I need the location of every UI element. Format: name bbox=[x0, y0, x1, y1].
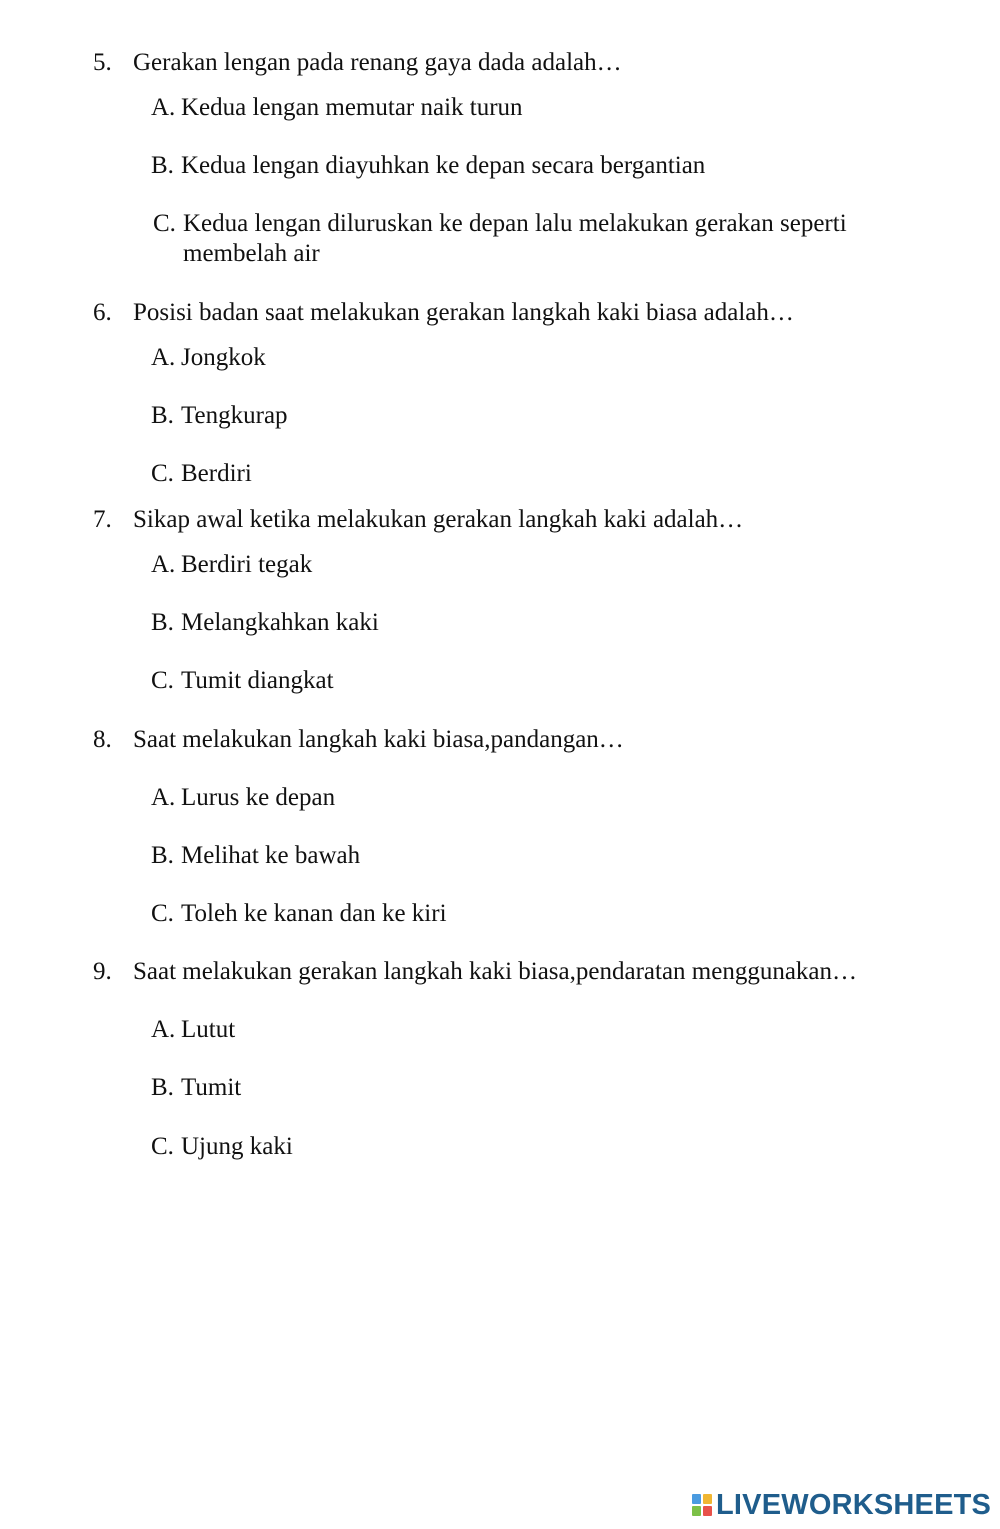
option-text: Berdiri bbox=[181, 460, 252, 487]
option-text: Lurus ke depan bbox=[181, 784, 336, 811]
option-text: Toleh ke kanan dan ke kiri bbox=[181, 900, 447, 927]
question-text: Posisi badan saat melakukan gerakan langkah kaki biasa adalah… bbox=[133, 299, 794, 326]
liveworksheets-logo[interactable] bbox=[692, 1488, 991, 1522]
option-letter: A. bbox=[151, 784, 176, 811]
option-text: Tengkurap bbox=[181, 402, 288, 429]
option-text-continuation: membelah air bbox=[183, 240, 320, 267]
logo-tile-icon bbox=[692, 1506, 701, 1516]
question-text: Saat melakukan langkah kaki biasa,pandangan… bbox=[133, 726, 624, 753]
logo-text: LIVEWORKSHEETS bbox=[716, 1489, 992, 1521]
question-number: 9. bbox=[93, 958, 112, 985]
option-letter: A. bbox=[151, 94, 176, 121]
option-text: Kedua lengan diluruskan ke depan lalu melakukan gerakan seperti bbox=[183, 210, 847, 237]
option-text: Kedua lengan diayuhkan ke depan secara bergantian bbox=[181, 152, 706, 179]
option-letter: A. bbox=[151, 551, 176, 578]
option-text: Melihat ke bawah bbox=[181, 842, 361, 869]
logo-tile-icon bbox=[703, 1494, 712, 1504]
option-letter: C. bbox=[151, 1133, 174, 1160]
option-letter: B. bbox=[151, 842, 174, 869]
option-text: Lutut bbox=[181, 1016, 236, 1043]
option-letter: C. bbox=[151, 667, 174, 694]
option-letter: B. bbox=[151, 1074, 174, 1101]
question-number: 8. bbox=[93, 726, 112, 753]
option-letter: B. bbox=[151, 152, 174, 179]
option-text: Tumit bbox=[181, 1074, 242, 1101]
question-text: Sikap awal ketika melakukan gerakan langkah kaki adalah… bbox=[133, 506, 744, 533]
question-number: 5. bbox=[93, 49, 112, 76]
option-letter: B. bbox=[151, 609, 174, 636]
option-text: Jongkok bbox=[181, 344, 266, 371]
option-text: Ujung kaki bbox=[181, 1133, 293, 1160]
option-text: Melangkahkan kaki bbox=[181, 609, 379, 636]
option-letter: C. bbox=[153, 210, 176, 237]
question-number: 6. bbox=[93, 299, 112, 326]
option-letter: B. bbox=[151, 402, 174, 429]
option-letter: A. bbox=[151, 1016, 176, 1043]
option-text: Berdiri tegak bbox=[181, 551, 313, 578]
question-text: Gerakan lengan pada renang gaya dada adalah… bbox=[133, 49, 622, 76]
option-letter: C. bbox=[151, 460, 174, 487]
question-text: Saat melakukan gerakan langkah kaki biasa,pendaratan menggunakan… bbox=[133, 958, 858, 985]
option-text: Tumit diangkat bbox=[181, 667, 334, 694]
option-text: Kedua lengan memutar naik turun bbox=[181, 94, 523, 121]
option-letter: A. bbox=[151, 344, 176, 371]
option-letter: C. bbox=[151, 900, 174, 927]
logo-tile-icon bbox=[692, 1494, 701, 1504]
liveworksheets-logo-icon bbox=[692, 1494, 712, 1516]
logo-tile-icon bbox=[703, 1506, 712, 1516]
question-number: 7. bbox=[93, 506, 112, 533]
